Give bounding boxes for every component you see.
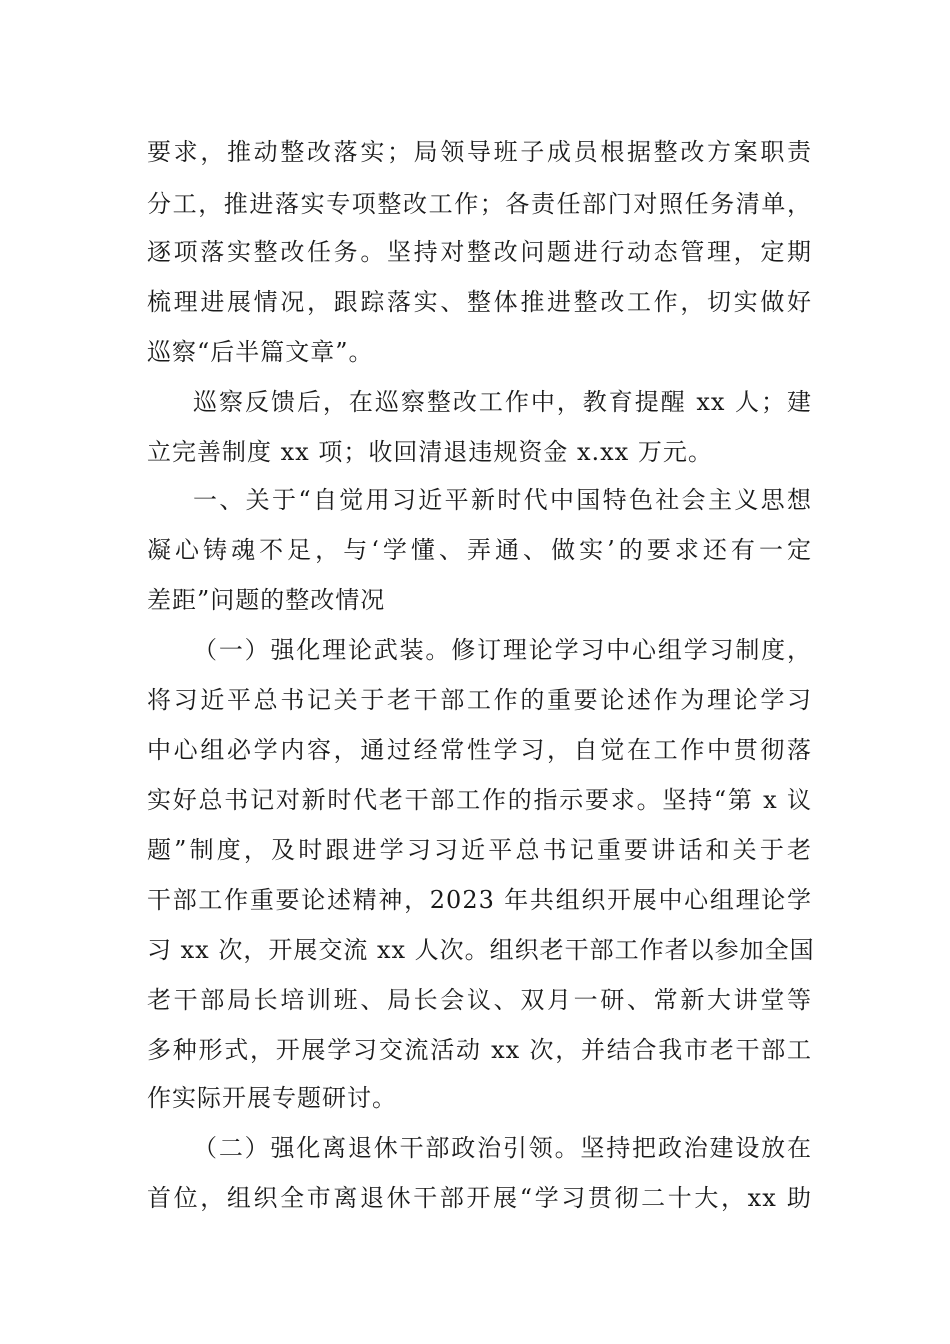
text-line: 题”制度，及时跟进学习习近平总书记重要讲话和关于老 bbox=[147, 836, 812, 864]
text-line: 多种形式，开展学习交流活动 xx 次，并结合我市老干部工 bbox=[147, 1036, 812, 1064]
section-heading-line: 差距”问题的整改情况 bbox=[147, 586, 386, 614]
section-heading-line: 凝心铸魂不足，与‘学懂、弄通、做实’的要求还有一定 bbox=[147, 536, 812, 564]
text-line: 分工，推进落实专项整改工作；各责任部门对照任务清单， bbox=[147, 190, 812, 218]
text-line: 巡察反馈后，在巡察整改工作中，教育提醒 xx 人；建 bbox=[193, 388, 812, 416]
text-line: 逐项落实整改任务。坚持对整改问题进行动态管理，定期 bbox=[147, 238, 812, 266]
text-line: 要求，推动整改落实；局领导班子成员根据整改方案职责 bbox=[147, 138, 812, 166]
text-line: 干部工作重要论述精神，2023 年共组织开展中心组理论学 bbox=[147, 886, 812, 914]
text-line: （一）强化理论武装。修订理论学习中心组学习制度， bbox=[193, 636, 812, 664]
text-line: （二）强化离退休干部政治引领。坚持把政治建设放在 bbox=[193, 1134, 812, 1162]
section-heading-line: 一、关于“自觉用习近平新时代中国特色社会主义思想 bbox=[193, 486, 812, 514]
text-line: 中心组必学内容，通过经常性学习，自觉在工作中贯彻落 bbox=[147, 736, 812, 764]
text-line: 实好总书记对新时代老干部工作的指示要求。坚持“第 x 议 bbox=[147, 786, 812, 814]
text-line: 立完善制度 xx 项；收回清退违规资金 x.xx 万元。 bbox=[147, 438, 713, 466]
text-line: 习 xx 次，开展交流 xx 人次。组织老干部工作者以参加全国 bbox=[147, 936, 815, 964]
text-line: 首位，组织全市离退休干部开展“学习贯彻二十大，xx 助 bbox=[147, 1184, 812, 1212]
text-line: 将习近平总书记关于老干部工作的重要论述作为理论学习 bbox=[147, 686, 812, 714]
text-line: 梳理进展情况，跟踪落实、整体推进整改工作，切实做好 bbox=[147, 288, 812, 316]
text-line: 巡察“后半篇文章”。 bbox=[147, 338, 374, 366]
text-line: 作实际开展专题研讨。 bbox=[147, 1084, 397, 1112]
text-line: 老干部局长培训班、局长会议、双月一研、常新大讲堂等 bbox=[147, 986, 812, 1014]
